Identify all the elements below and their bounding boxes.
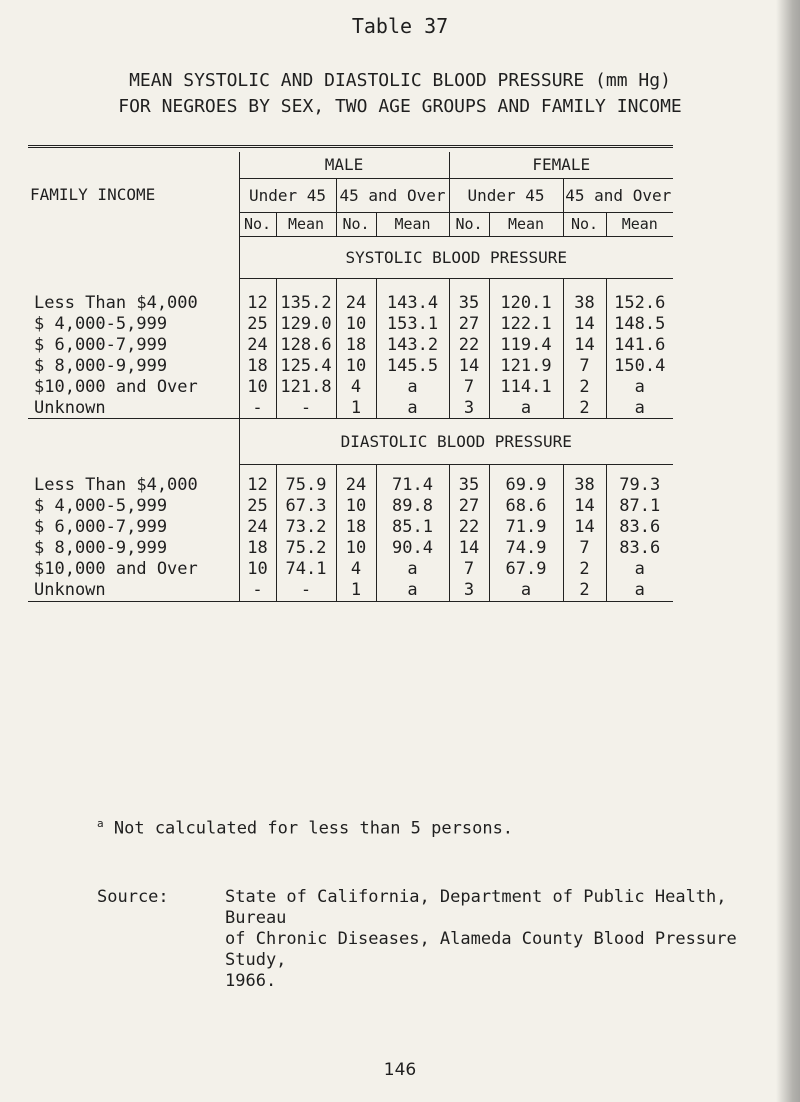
income-label: Unknown [28,580,239,602]
count-cell: 14 [563,313,606,334]
section-spacer [449,465,489,475]
female-under-45-header: Under 45 [449,178,563,212]
mean-cell: a [376,559,449,580]
income-label: $ 8,000-9,999 [34,538,168,558]
count-cell: 24 [239,517,276,538]
count-cell: 10 [336,496,376,517]
count-cell: 2 [563,580,606,602]
footnote-marker: a [97,817,104,830]
income-label: $10,000 and Over [34,559,198,579]
mean-cell: 90.4 [376,538,449,559]
section-spacer [449,278,489,292]
income-label: Less Than $4,000 [34,475,198,495]
count-cell: 2 [563,559,606,580]
mean-cell: 79.3 [606,475,673,496]
count-cell: 4 [336,559,376,580]
table-title-line-1: MEAN SYSTOLIC AND DIASTOLIC BLOOD PRESSURE (mm Hg) [129,70,671,91]
count-cell: 3 [449,580,489,602]
mean-cell: 141.6 [606,334,673,355]
count-cell: 14 [449,355,489,376]
no-header: No. [336,212,376,236]
section-spacer [606,278,673,292]
income-label: $ 4,000-5,999 [34,496,168,516]
table-row [28,355,673,376]
count-cell: 10 [239,376,276,397]
count-cell: 18 [239,355,276,376]
section-label-spacer [28,236,239,278]
count-cell: 24 [336,292,376,313]
mean-cell: a [489,397,563,419]
mean-cell: 87.1 [606,496,673,517]
table-row [28,334,673,355]
count-cell: 22 [449,517,489,538]
count-cell: 14 [563,334,606,355]
count-cell: 10 [336,538,376,559]
count-cell: 22 [449,334,489,355]
female-45-over-header: 45 and Over [563,178,673,212]
section-spacer [276,465,336,475]
mean-cell: 129.0 [276,313,336,334]
income-label: $ 6,000-7,999 [34,334,168,355]
count-cell: 24 [336,475,376,496]
table-title-line-2: FOR NEGROES BY SEX, TWO AGE GROUPS AND FAMILY INCOME [118,96,682,117]
mean-cell: 114.1 [489,376,563,397]
count-cell: 7 [449,559,489,580]
section-spacer [563,278,606,292]
mean-cell: 122.1 [489,313,563,334]
section-spacer [376,278,449,292]
count-cell: 25 [239,313,276,334]
mean-header: Mean [276,212,336,236]
section-spacer [276,278,336,292]
table-header [28,147,673,237]
mean-cell: 85.1 [376,517,449,538]
female-header: FEMALE [449,152,673,178]
mean-cell: 83.6 [606,538,673,559]
mean-cell: 125.4 [276,355,336,376]
count-cell: 3 [449,397,489,419]
table-row [28,475,673,496]
section-spacer [336,465,376,475]
section-title: DIASTOLIC BLOOD PRESSURE [239,419,673,465]
count-cell: 35 [449,475,489,496]
section-spacer [606,465,673,475]
mean-cell: 89.8 [376,496,449,517]
mean-cell: 121.9 [489,355,563,376]
footnote-text: Not calculated for less than 5 persons. [113,818,514,839]
table-row [28,580,673,602]
no-header: No. [563,212,606,236]
income-label: $10,000 and Over [34,376,198,397]
table-row [28,559,673,580]
count-cell: 7 [563,538,606,559]
mean-header: Mean [606,212,673,236]
blood-pressure-table [28,145,673,602]
male-45-over-header: 45 and Over [336,178,449,212]
count-cell: 18 [336,517,376,538]
count-cell: 18 [239,538,276,559]
mean-cell: 67.9 [489,559,563,580]
count-cell: 38 [563,292,606,313]
mean-cell: a [606,580,673,602]
table-row [28,313,673,334]
section-spacer [563,465,606,475]
section-label-spacer [28,419,239,465]
mean-cell: 71.4 [376,475,449,496]
count-cell: 27 [449,496,489,517]
mean-cell: 148.5 [606,313,673,334]
source-text: State of California, Department of Public Health, Bureau of Chronic Diseases, Alameda County Blood Pressure Study, 1966. [225,887,737,991]
mean-header: Mean [376,212,449,236]
page-number: 146 [383,1060,417,1080]
count-cell: 14 [563,517,606,538]
mean-cell: 73.2 [276,517,336,538]
mean-cell: a [606,376,673,397]
mean-cell: 128.6 [276,334,336,355]
section-spacer [489,278,563,292]
table-row [28,397,673,419]
mean-cell: 143.2 [376,334,449,355]
mean-cell: 153.1 [376,313,449,334]
no-header: No. [239,212,276,236]
mean-cell: 74.9 [489,538,563,559]
mean-cell: 71.9 [489,517,563,538]
count-cell: 12 [239,292,276,313]
family-income-header: FAMILY INCOME [30,184,156,204]
mean-cell: 143.4 [376,292,449,313]
mean-cell: a [376,397,449,419]
table-number: Table 37 [351,14,449,38]
mean-cell: 145.5 [376,355,449,376]
count-cell: 1 [336,397,376,419]
count-cell: 10 [336,313,376,334]
mean-header: Mean [489,212,563,236]
mean-cell: 119.4 [489,334,563,355]
mean-cell: 120.1 [489,292,563,313]
count-cell: 18 [336,334,376,355]
count-cell: 2 [563,397,606,419]
footnote [97,817,513,839]
section-spacer [336,278,376,292]
income-label: Less Than $4,000 [34,292,198,313]
mean-cell: - [276,397,336,419]
count-cell: - [239,397,276,419]
count-cell: 10 [239,559,276,580]
table-body [28,236,673,601]
count-cell: 10 [336,355,376,376]
mean-cell: 83.6 [606,517,673,538]
section-spacer [28,278,239,292]
mean-cell: 121.8 [276,376,336,397]
count-cell: 35 [449,292,489,313]
count-cell: 12 [239,475,276,496]
section-spacer [239,278,276,292]
table-row [28,292,673,313]
mean-cell: a [376,580,449,602]
income-label: $ 4,000-5,999 [34,313,168,334]
mean-cell: a [489,580,563,602]
mean-cell: 152.6 [606,292,673,313]
count-cell: 25 [239,496,276,517]
male-header: MALE [239,152,449,178]
count-cell: 27 [449,313,489,334]
mean-cell: a [376,376,449,397]
count-cell: 7 [563,355,606,376]
table-row [28,538,673,559]
count-cell: 1 [336,580,376,602]
table-row [28,517,673,538]
income-label: Unknown [28,397,239,419]
count-cell: 2 [563,376,606,397]
mean-cell: 69.9 [489,475,563,496]
mean-cell: 75.9 [276,475,336,496]
section-spacer [239,465,276,475]
income-label: $ 8,000-9,999 [34,355,168,376]
section-spacer [376,465,449,475]
table-row [28,376,673,397]
mean-cell: a [606,397,673,419]
income-label: $ 6,000-7,999 [34,517,168,537]
section-title: SYSTOLIC BLOOD PRESSURE [239,236,673,278]
count-cell: 14 [563,496,606,517]
section-spacer [28,465,239,475]
mean-cell: 74.1 [276,559,336,580]
count-cell: - [239,580,276,602]
mean-cell: 135.2 [276,292,336,313]
count-cell: 7 [449,376,489,397]
mean-cell: 67.3 [276,496,336,517]
no-header: No. [449,212,489,236]
mean-cell: 150.4 [606,355,673,376]
table-row [28,496,673,517]
mean-cell: 68.6 [489,496,563,517]
mean-cell: - [276,580,336,602]
source-label: Source: [97,887,169,907]
mean-cell: a [606,559,673,580]
male-under-45-header: Under 45 [239,178,336,212]
count-cell: 38 [563,475,606,496]
section-spacer [489,465,563,475]
mean-cell: 75.2 [276,538,336,559]
count-cell: 14 [449,538,489,559]
count-cell: 4 [336,376,376,397]
count-cell: 24 [239,334,276,355]
